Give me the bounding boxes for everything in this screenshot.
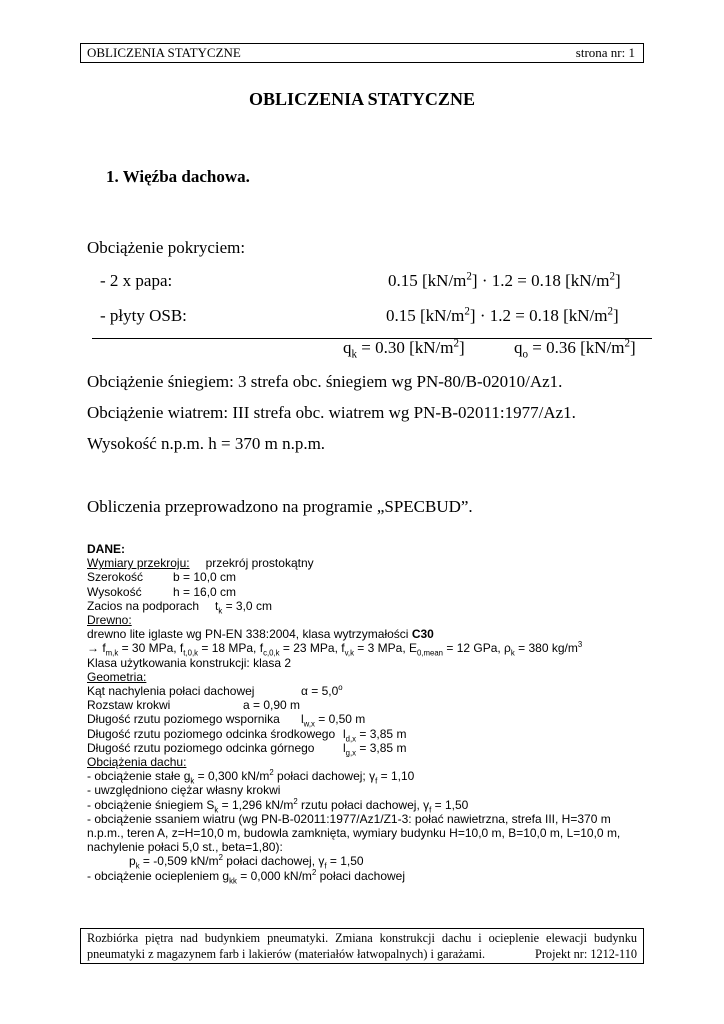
- roof-loads-heading: Obciążenia dachu:: [87, 755, 187, 770]
- insulation-load: - obciążenie ociepleniem $g_{kk} = 0,000$ $kN/m^2$ połaci dachowej: [87, 867, 406, 886]
- papa-calc: 0.15 $[kN/m^2] \cdot 1.2 = 0.18$ $[kN/m^2]$: [388, 270, 621, 290]
- wind-load-line-2: n.p.m., teren A, z=H=10,0 m, budowla zamknięta, wymiary budynku H=10,0 m, B=10,0 m, L=10,0 m,: [87, 826, 621, 841]
- wood-heading: Drewno:: [87, 613, 132, 628]
- spacing-row: Rozstaw krokwi a = 0,90 m: [87, 698, 301, 713]
- height-row: Wysokość h = 16,0 cm: [87, 584, 237, 599]
- ld-row: Długość rzutu poziomego odcinka środkowego $l_{d,x} = 3,85$ m: [87, 726, 407, 744]
- wind-load-line-3: nachylenie połaci 5,0 st., beta=1,80):: [87, 840, 283, 855]
- lw-row: Długość rzutu poziomego wspornika $l_{w,x} = 0,50$ m: [87, 712, 366, 729]
- width-row: Szerokość b = 10,0 cm: [87, 570, 237, 585]
- self-weight: - uwzględniono ciężar własny krokwi: [87, 783, 281, 798]
- dane-heading: DANE:: [87, 542, 125, 556]
- wood-props: → $f_{m,k} = 30$ MPa, $f_{t,0,k} = 18$ MPa, $f_{c,0,k} = 23$ MPa, $f_{v,k} = 3$ MPa, $E_{0,mean} = 12$ GPa, $\rho_k = 380$ $kg/m^3$: [87, 640, 583, 658]
- papa-label: - 2 x papa:: [100, 271, 173, 290]
- osb-calc: 0.15 $[kN/m^2] \cdot 1.2 = 0.18$ $[kN/m^2]$: [386, 305, 619, 325]
- wind-load-text: Obciążenie wiatrem: III strefa obc. wiatrem wg PN-B-02011:1977/Az1.: [87, 403, 576, 422]
- qk-sum: $q_k = 0.30$ $[kN/m^2]$: [343, 337, 465, 361]
- program-text: Obliczenia przeprowadzono na programie „SPECBUD”.: [87, 497, 473, 516]
- geometry-heading: Geometria:: [87, 669, 147, 684]
- wind-load-line-4: $p_k = -0,509$ $kN/m^2$ połaci dachowej, $\gamma_f = 1,50$: [129, 853, 364, 871]
- qo-sum: $q_o = 0.36$ $[kN/m^2]$: [514, 337, 636, 361]
- altitude-text: Wysokość n.p.m. h = 370 m n.p.m.: [87, 434, 326, 453]
- section-heading: 1. Więźba dachowa.: [106, 167, 250, 186]
- snow-load: - obciążenie śniegiem $S_k = 1,296$ $kN/m^2$ rzutu połaci dachowej, $\gamma_f = 1,50$: [87, 796, 469, 815]
- roofing-load-label: Obciążenie pokryciem:: [87, 238, 246, 257]
- lg-row: Długość rzutu poziomego odcinka górnego $l_{g,x} = 3,85$ m: [87, 740, 407, 758]
- footer-line-1: Rozbiórka piętra nad budynkiem pneumatyki. Zmiana konstrukcji dachu i ocieplenie elewacji budynku: [87, 931, 637, 945]
- footer-project-number: Projekt nr: 1212-110: [534, 947, 637, 961]
- slope-row: Kąt nachylenia połaci dachowej $\alpha = 5,0^o$: [87, 683, 343, 699]
- wind-load-line-1: - obciążenie ssaniem wiatru (wg PN-B-02011:1977/Az1/Z1-3: połać nawietrzna, strefa III, H=370 m: [87, 811, 611, 826]
- section-row: Wymiary przekroju: przekrój prostokątny: [87, 556, 314, 571]
- page-header: [80, 43, 644, 63]
- page-title: OBLICZENIA STATYCZNE: [249, 89, 475, 109]
- osb-label: - płyty OSB:: [100, 306, 187, 325]
- footer-line-2: pneumatyki z magazynem farb i lakierów (materiałów łatwopalnych) i garażami.: [87, 947, 486, 961]
- snow-load-text: Obciążenie śniegiem: 3 strefa obc. śniegiem wg PN-80/B-02010/Az1.: [87, 372, 563, 391]
- header-title: OBLICZENIA STATYCZNE: [87, 45, 241, 60]
- notch-row: Zacios na podporach $t_k = 3,0$ cm: [87, 598, 272, 616]
- service-class: Klasa użytkowania konstrukcji: klasa 2: [87, 655, 292, 670]
- page-footer: [80, 928, 644, 964]
- wood-desc: drewno lite iglaste wg PN-EN 338:2004, klasa wytrzymałości C30: [87, 627, 434, 642]
- dane-block: [87, 542, 621, 886]
- header-page-number: strona nr: 1: [575, 45, 635, 60]
- dead-load: - obciążenie stałe $g_k = 0,300$ $kN/m^2$ połaci dachowej; $\gamma_f = 1,10$: [87, 768, 415, 786]
